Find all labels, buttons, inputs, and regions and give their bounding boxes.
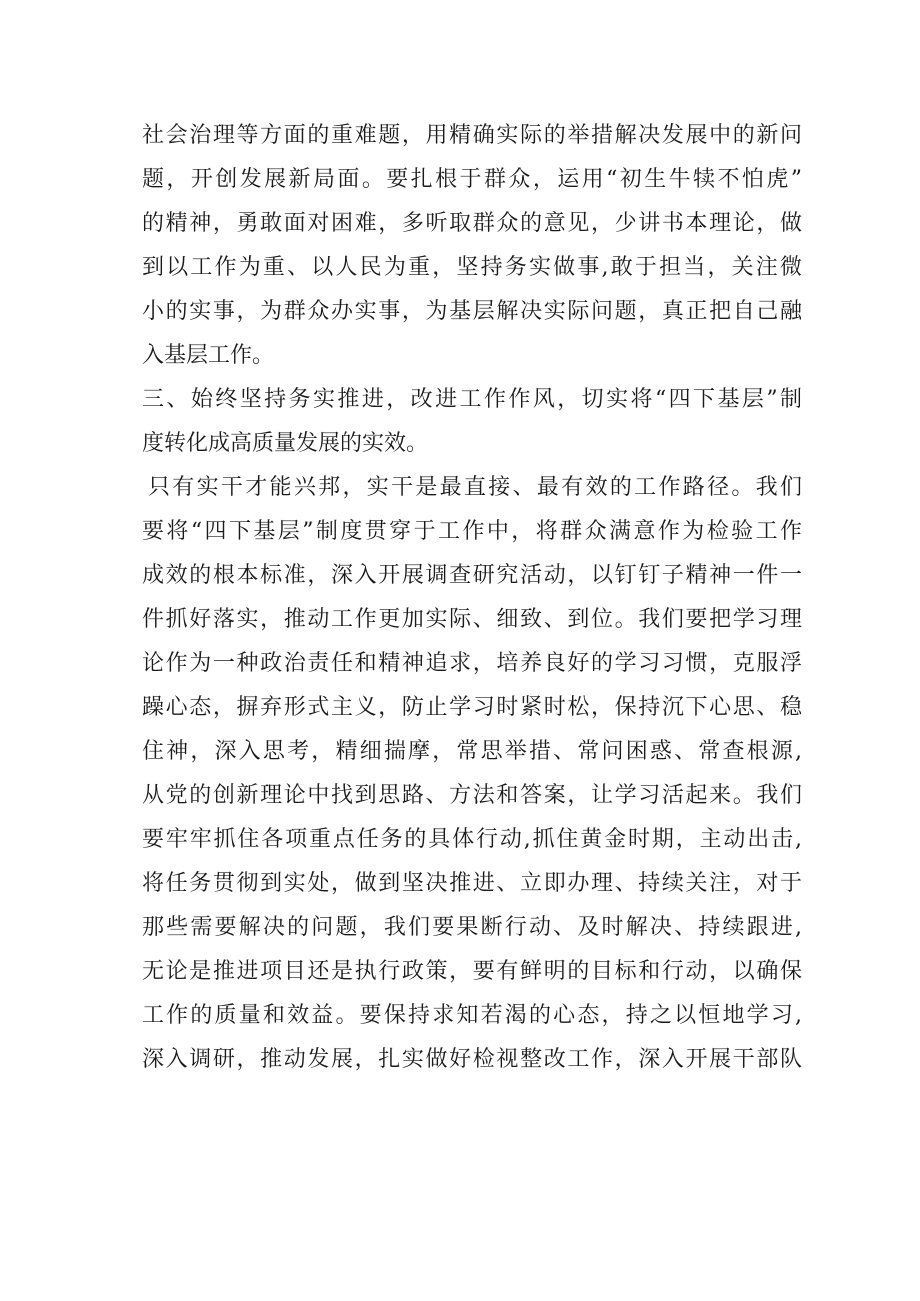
text-line: 的精神，勇敢面对困难，多听取群众的意见，少讲书本理论，做 (142, 211, 802, 236)
text-line: 社会治理等方面的重难题，用精确实际的举措解决发展中的新问 (142, 123, 802, 148)
text-line: 论作为一种政治责任和精神追求，培养良好的学习习惯，克服浮 (142, 651, 802, 676)
text-line: 住神，深入思考，精细揣摩，常思举措、常问困惑、常查根源, (142, 739, 802, 764)
text-line: 成效的根本标准，深入开展调查研究活动，以钉钉子精神一件一 (142, 563, 802, 588)
text-line: 入基层工作。 (142, 343, 275, 368)
text-line: 只有实干才能兴邦，实干是最直接、最有效的工作路径。我们 (148, 475, 802, 500)
text-line: 小的实事，为群众办实事，为基层解决实际问题，真正把自己融 (142, 299, 802, 324)
text-line: 工作的质量和效益。要保持求知若渴的心态，持之以恒地学习, (142, 1003, 802, 1028)
text-line: 度转化成高质量发展的实效。 (142, 431, 429, 456)
text-line: 到以工作为重、以人民为重，坚持务实做事,敢于担当，关注微 (142, 255, 802, 280)
text-line: 要将“四下基层”制度贯穿于工作中，将群众满意作为检验工作 (142, 519, 802, 544)
text-line: 件抓好落实，推动工作更加实际、细致、到位。我们要把学习理 (142, 607, 802, 632)
text-line: 从党的创新理论中找到思路、方法和答案，让学习活起来。我们 (142, 783, 802, 808)
text-line: 三、始终坚持务实推进，改进工作作风，切实将“四下基层”制 (142, 387, 802, 412)
text-line: 那些需要解决的问题，我们要果断行动、及时解决、持续跟进, (142, 915, 802, 940)
text-line: 要牢牢抓住各项重点任务的具体行动,抓住黄金时期，主动出击, (142, 827, 802, 852)
text-line: 深入调研，推动发展，扎实做好检视整改工作，深入开展干部队 (142, 1047, 802, 1072)
text-line: 题，开创发展新局面。要扎根于群众，运用“初生牛犊不怕虎” (142, 167, 802, 192)
text-line: 无论是推进项目还是执行政策，要有鲜明的目标和行动，以确保 (142, 959, 802, 984)
document-body (142, 114, 802, 1082)
text-line: 将任务贯彻到实处，做到坚决推进、立即办理、持续关注，对于 (142, 871, 802, 896)
text-line: 躁心态，摒弃形式主义，防止学习时紧时松，保持沉下心思、稳 (142, 695, 802, 720)
